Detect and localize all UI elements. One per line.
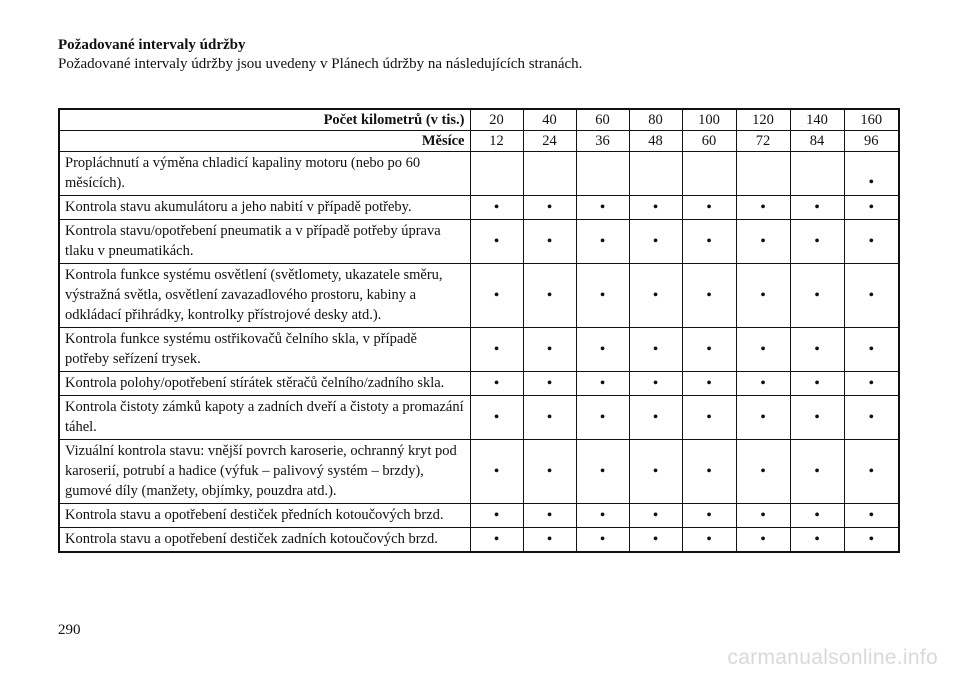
interval-mark: •	[790, 440, 844, 504]
task-description: Kontrola polohy/opotřebení stírátek stěračů čelního/zadního skla.	[59, 372, 470, 396]
watermark: carmanualsonline.info	[727, 646, 938, 669]
interval-mark: •	[790, 396, 844, 440]
interval-mark: •	[844, 220, 899, 264]
months-value: 24	[523, 131, 576, 152]
interval-mark: •	[523, 264, 576, 328]
interval-mark: •	[682, 264, 736, 328]
task-description: Kontrola stavu a opotřebení destiček zadních kotoučových brzd.	[59, 528, 470, 553]
section-title: Požadované intervaly údržby	[58, 37, 246, 53]
interval-mark: •	[576, 440, 629, 504]
interval-mark: •	[682, 220, 736, 264]
interval-mark: •	[523, 372, 576, 396]
task-description: Kontrola stavu akumulátoru a jeho nabití v případě potřeby.	[59, 196, 470, 220]
table-row	[59, 396, 899, 440]
page-number: 290	[58, 622, 81, 638]
interval-mark: •	[470, 264, 523, 328]
interval-mark: •	[523, 328, 576, 372]
interval-mark: •	[844, 372, 899, 396]
interval-mark: •	[790, 220, 844, 264]
interval-mark: •	[470, 328, 523, 372]
interval-mark: •	[629, 440, 682, 504]
interval-mark: •	[682, 396, 736, 440]
interval-mark: •	[736, 328, 790, 372]
interval-mark: •	[523, 396, 576, 440]
interval-mark: •	[576, 264, 629, 328]
interval-mark: •	[736, 528, 790, 553]
km-value: 60	[576, 109, 629, 131]
task-description: Kontrola funkce systému osvětlení (světlomety, ukazatele směru, výstražná světla, osvětlení zavazadlového prostoru, kabiny a odkládací přihrádky, kontrolky přístrojové desky atd.).	[59, 264, 470, 328]
interval-mark: •	[470, 396, 523, 440]
interval-mark: •	[470, 196, 523, 220]
interval-empty-cell	[576, 152, 629, 196]
km-value: 80	[629, 109, 682, 131]
months-value: 96	[844, 131, 899, 152]
km-label: Počet kilometrů (v tis.)	[59, 109, 470, 131]
interval-mark: •	[629, 328, 682, 372]
km-value: 100	[682, 109, 736, 131]
months-value: 12	[470, 131, 523, 152]
interval-mark: •	[576, 328, 629, 372]
interval-mark: •	[629, 504, 682, 528]
km-value: 20	[470, 109, 523, 131]
header-row-km	[59, 109, 899, 131]
interval-mark: •	[844, 152, 899, 196]
interval-mark: •	[523, 528, 576, 553]
section-description: Požadované intervaly údržby jsou uvedeny v Plánech údržby na následujících stranách.	[58, 56, 583, 72]
task-description: Propláchnutí a výměna chladicí kapaliny motoru (nebo po 60 měsících).	[59, 152, 470, 196]
table-row	[59, 372, 899, 396]
months-value: 84	[790, 131, 844, 152]
months-value: 36	[576, 131, 629, 152]
interval-mark: •	[682, 196, 736, 220]
table-row	[59, 196, 899, 220]
interval-mark: •	[470, 220, 523, 264]
interval-mark: •	[629, 396, 682, 440]
interval-empty-cell	[629, 152, 682, 196]
interval-mark: •	[576, 196, 629, 220]
interval-empty-cell	[790, 152, 844, 196]
interval-mark: •	[523, 196, 576, 220]
interval-mark: •	[844, 396, 899, 440]
interval-mark: •	[576, 372, 629, 396]
km-value: 160	[844, 109, 899, 131]
km-value: 40	[523, 109, 576, 131]
task-description: Kontrola funkce systému ostřikovačů čelního skla, v případě potřeby seřízení trysek.	[59, 328, 470, 372]
interval-mark: •	[736, 440, 790, 504]
interval-mark: •	[790, 264, 844, 328]
task-description: Kontrola čistoty zámků kapoty a zadních dveří a čistoty a promazání táhel.	[59, 396, 470, 440]
interval-empty-cell	[682, 152, 736, 196]
interval-mark: •	[576, 396, 629, 440]
interval-mark: •	[790, 372, 844, 396]
interval-mark: •	[736, 220, 790, 264]
task-description: Kontrola stavu/opotřebení pneumatik a v případě potřeby úprava tlaku v pneumatikách.	[59, 220, 470, 264]
table-row	[59, 528, 899, 553]
months-label: Měsíce	[59, 131, 470, 152]
interval-mark: •	[470, 372, 523, 396]
months-value: 60	[682, 131, 736, 152]
km-value: 120	[736, 109, 790, 131]
interval-mark: •	[629, 528, 682, 553]
interval-mark: •	[844, 196, 899, 220]
interval-mark: •	[682, 372, 736, 396]
interval-mark: •	[682, 504, 736, 528]
interval-mark: •	[736, 504, 790, 528]
interval-mark: •	[629, 372, 682, 396]
interval-mark: •	[844, 504, 899, 528]
task-description: Vizuální kontrola stavu: vnější povrch karoserie, ochranný kryt pod karoserií, potrubí a hadice (výfuk – palivový systém – brzdy), gumové díly (manžety, objímky, pouzdra atd.).	[59, 440, 470, 504]
interval-mark: •	[523, 504, 576, 528]
maintenance-interval-table	[58, 108, 900, 553]
interval-empty-cell	[523, 152, 576, 196]
interval-mark: •	[736, 264, 790, 328]
header-row-months	[59, 131, 899, 152]
interval-mark: •	[844, 528, 899, 553]
interval-mark: •	[629, 196, 682, 220]
interval-mark: •	[523, 220, 576, 264]
interval-mark: •	[682, 440, 736, 504]
interval-mark: •	[844, 440, 899, 504]
interval-mark: •	[682, 528, 736, 553]
interval-mark: •	[629, 220, 682, 264]
interval-mark: •	[523, 440, 576, 504]
task-description: Kontrola stavu a opotřebení destiček předních kotoučových brzd.	[59, 504, 470, 528]
interval-mark: •	[790, 196, 844, 220]
table-row	[59, 504, 899, 528]
table-row	[59, 440, 899, 504]
interval-empty-cell	[470, 152, 523, 196]
interval-empty-cell	[736, 152, 790, 196]
interval-mark: •	[576, 528, 629, 553]
table-row	[59, 220, 899, 264]
interval-mark: •	[629, 264, 682, 328]
interval-mark: •	[470, 440, 523, 504]
months-value: 72	[736, 131, 790, 152]
table-row	[59, 152, 899, 196]
interval-mark: •	[844, 328, 899, 372]
table-row	[59, 264, 899, 328]
interval-mark: •	[736, 196, 790, 220]
interval-mark: •	[470, 504, 523, 528]
km-value: 140	[790, 109, 844, 131]
interval-mark: •	[844, 264, 899, 328]
interval-mark: •	[790, 328, 844, 372]
interval-mark: •	[470, 528, 523, 553]
interval-mark: •	[736, 396, 790, 440]
interval-mark: •	[682, 328, 736, 372]
interval-mark: •	[576, 504, 629, 528]
interval-mark: •	[736, 372, 790, 396]
interval-mark: •	[790, 528, 844, 553]
interval-mark: •	[790, 504, 844, 528]
table-row	[59, 328, 899, 372]
interval-mark: •	[576, 220, 629, 264]
months-value: 48	[629, 131, 682, 152]
